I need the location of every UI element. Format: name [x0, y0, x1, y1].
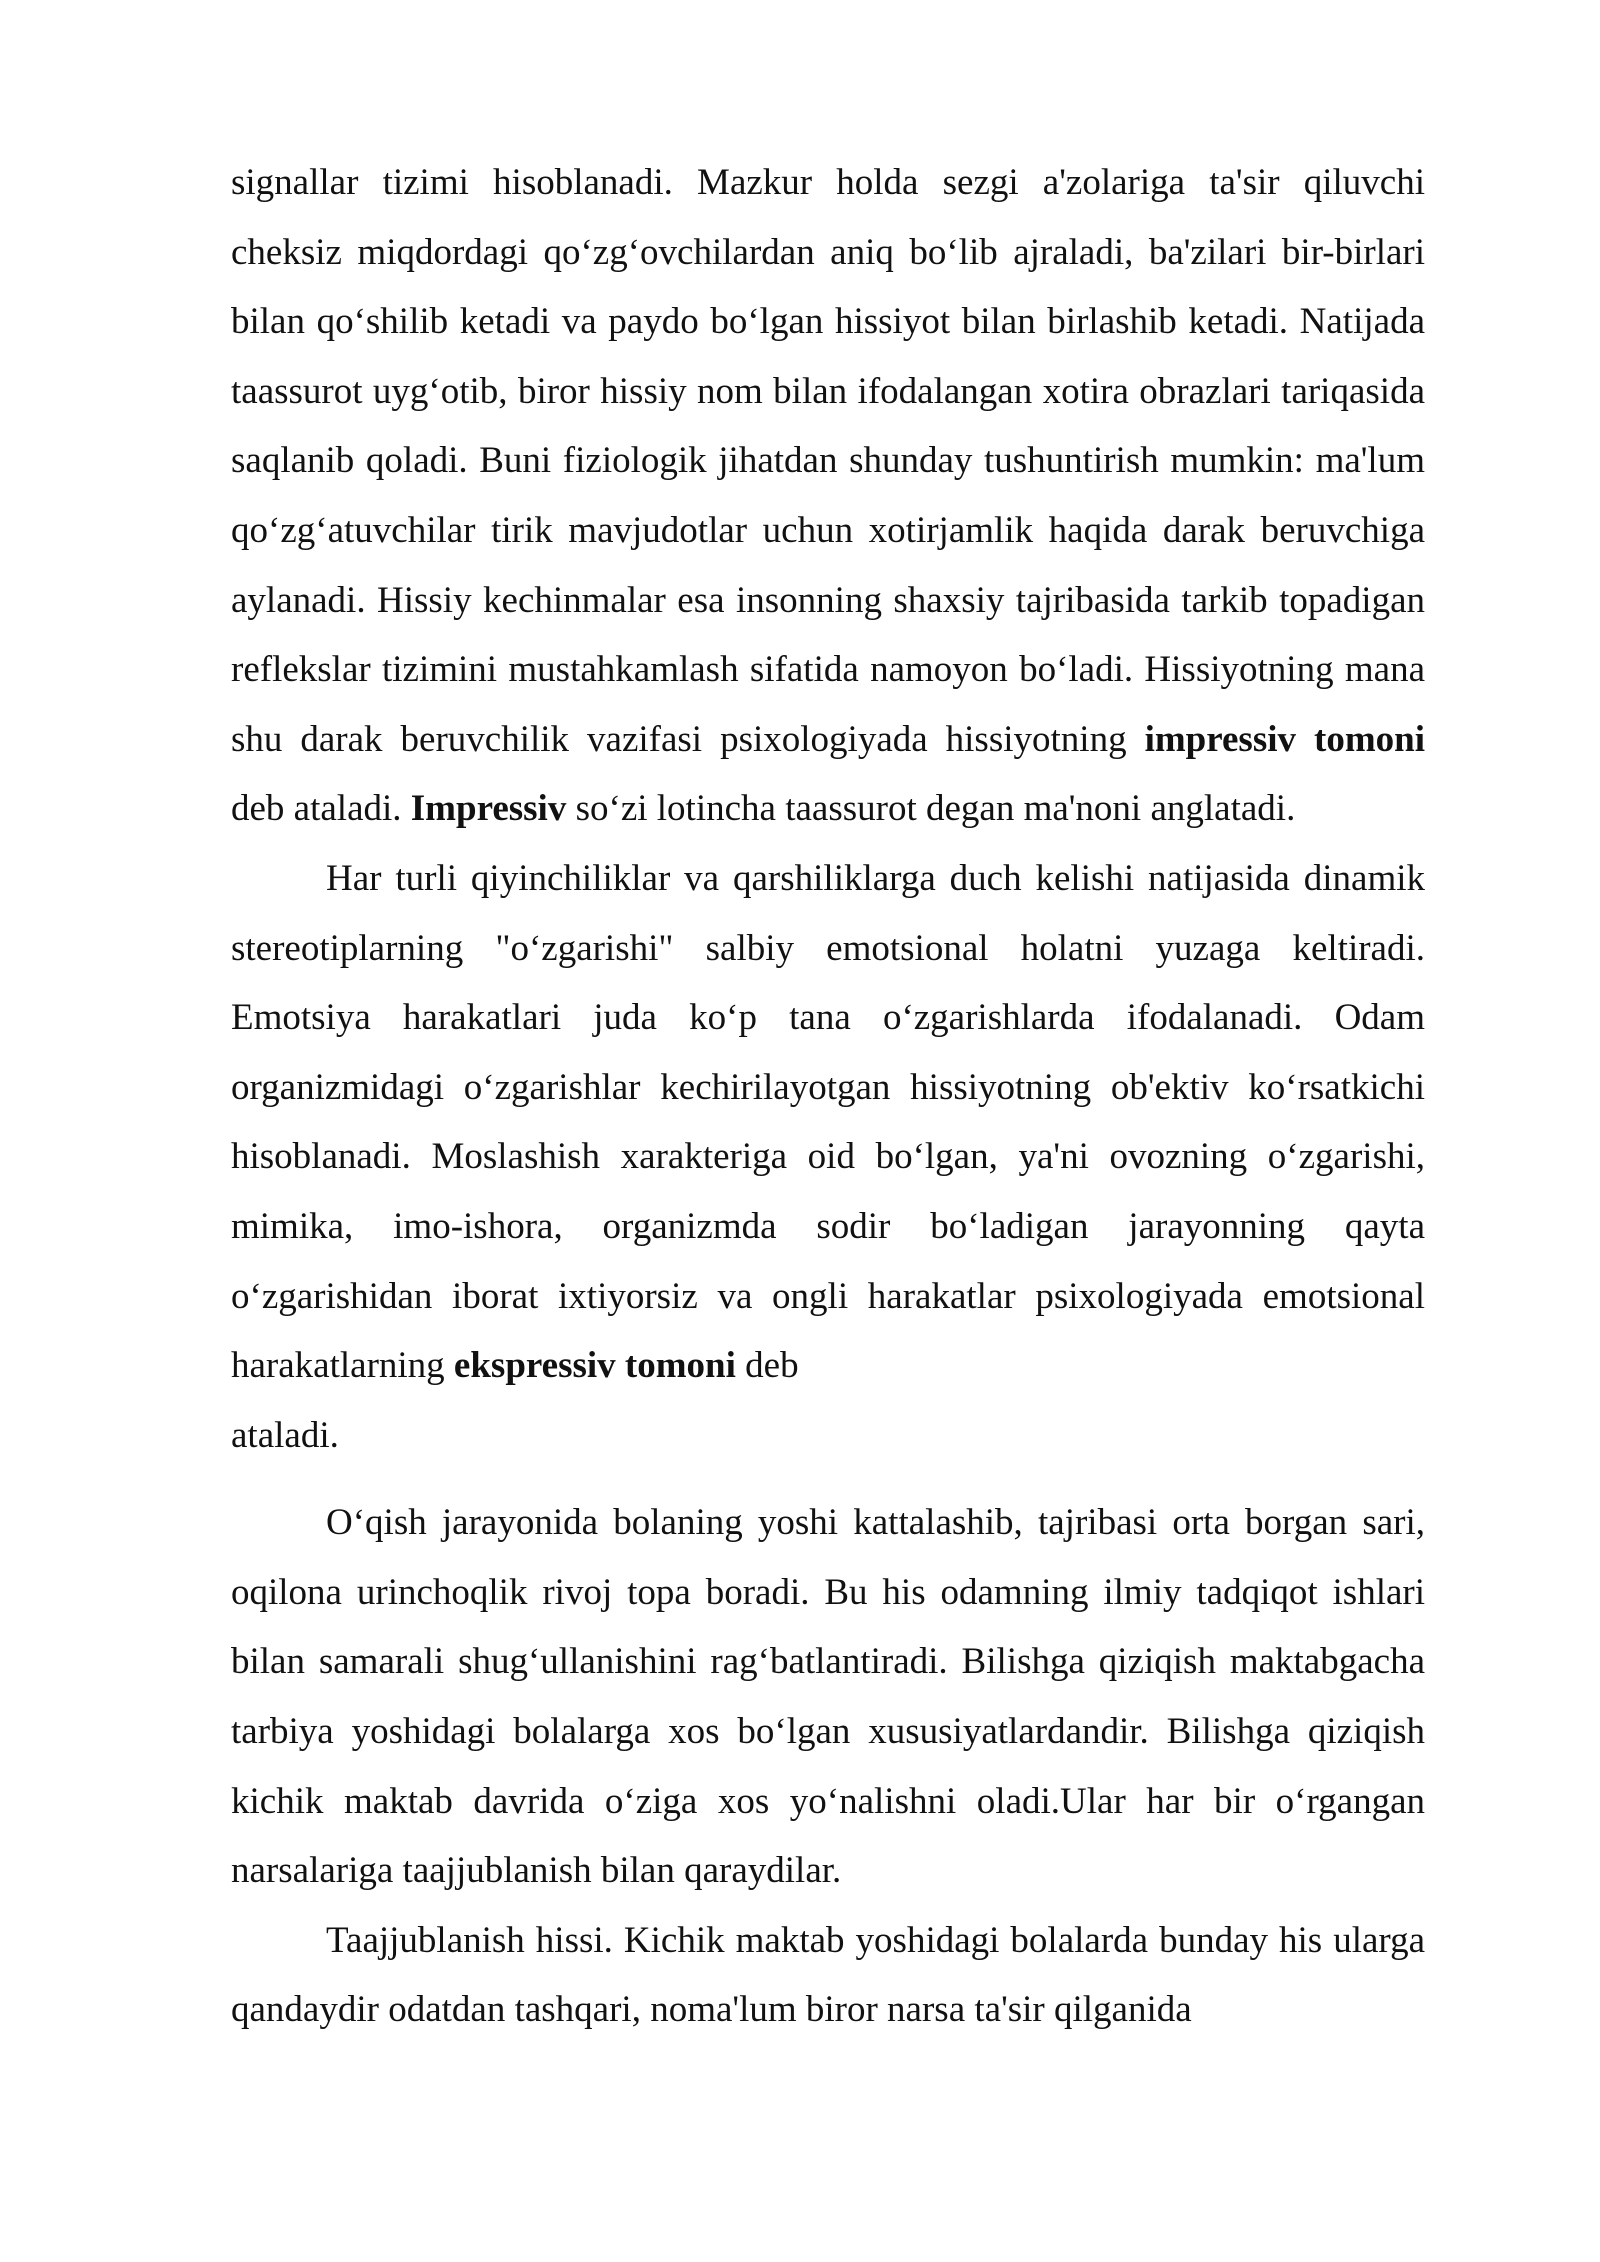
paragraph-2 [231, 844, 1425, 1470]
paragraph-1-text: signallar tizimi hisoblanadi. Mazkur holda sezgi a'zolariga ta'sir qiluvchi cheksiz miqdordagi qo‘zg‘ovchilardan aniq bo‘lib ajraladi, ba'zilari bir-birlari bilan qo‘shilib ketadi va paydo bo‘lgan hissiyot bilan birlashib ketadi. Natijada taassurot uyg‘otib, biror hissiy nom bilan ifodalangan xotira obrazlari tariqasida saqlanib qoladi. Buni fiziologik jihatdan shunday tushuntirish mumkin: ma'lum qo‘zg‘atuvchilar tirik mavjudotlar uchun xotirjamlik haqida darak beruvchiga aylanadi. Hissiy kechinmalar esa insonning shaxsiy tajribasida tarkib topadigan reflekslar tizimini mustahkamlash sifatida namoyon bo‘ladi. Hissiyotning mana shu darak beruvchilik vazifasi psixologiyada hissiyotning [231, 162, 1425, 760]
bold-term-impressiv: Impressiv [410, 788, 567, 830]
paragraph-2-text-2: deb [745, 1345, 799, 1387]
paragraph-3 [231, 1488, 1425, 1906]
paragraph-1-text-2: deb ataladi. [231, 788, 402, 830]
bold-term-ekspressiv-tomoni: ekspressiv tomoni [453, 1345, 736, 1387]
paragraph-4-text: Taajjublanish hissi. Kichik maktab yoshidagi bolalarda bunday his ularga qandaydir odatdan tashqari, noma'lum biror narsa ta'sir qilganida [231, 1919, 1425, 2031]
paragraph-2-text: Har turli qiyinchiliklar va qarshiliklarga duch kelishi natijasida dinamik stereotiplarning "o‘zgarishi" salbiy emotsional holatni yuzaga keltiradi. Emotsiya harakatlari juda ko‘p tana o‘zgarishlarda ifodalanadi. Odam organizmidagi o‘zgarishlar kechirilayotgan hissiyotning ob'ektiv ko‘rsatkichi hisoblanadi. Moslashish xarakteriga oid bo‘lgan, ya'ni ovozning o‘zgarishi, mimika, imo-ishora, organizmda sodir bo‘ladigan jarayonning qayta o‘zgarishidan iborat ixtiyorsiz va ongli harakatlar psixologiyada emotsional harakatlarning [231, 857, 1425, 1387]
paragraph-4 [231, 1906, 1425, 2045]
paragraph-2-text-3: ataladi. [231, 1414, 339, 1456]
paragraph-1-text-3: so‘zi lotincha taassurot degan ma'noni anglatadi. [575, 788, 1296, 830]
body-text [231, 148, 1425, 2045]
paragraph-3-text: O‘qish jarayonida bolaning yoshi kattalashib, tajribasi orta borgan sari, oqilona urinchoqlik rivoj topa boradi. Bu his odamning ilmiy tadqiqot ishlari bilan samarali shug‘ullanishini rag‘batlantiradi. Bilishga qiziqish maktabgacha tarbiya yoshidagi bolalarga xos bo‘lgan xususiyatlardandir. Bilishga qiziqish kichik maktab davrida o‘ziga xos yo‘nalishni oladi.Ular har bir o‘rgangan narsalariga taajjublanish bilan qaraydilar. [231, 1502, 1425, 1892]
paragraph-1 [231, 148, 1425, 844]
bold-term-impressiv-tomoni: impressiv tomoni [1144, 718, 1426, 760]
